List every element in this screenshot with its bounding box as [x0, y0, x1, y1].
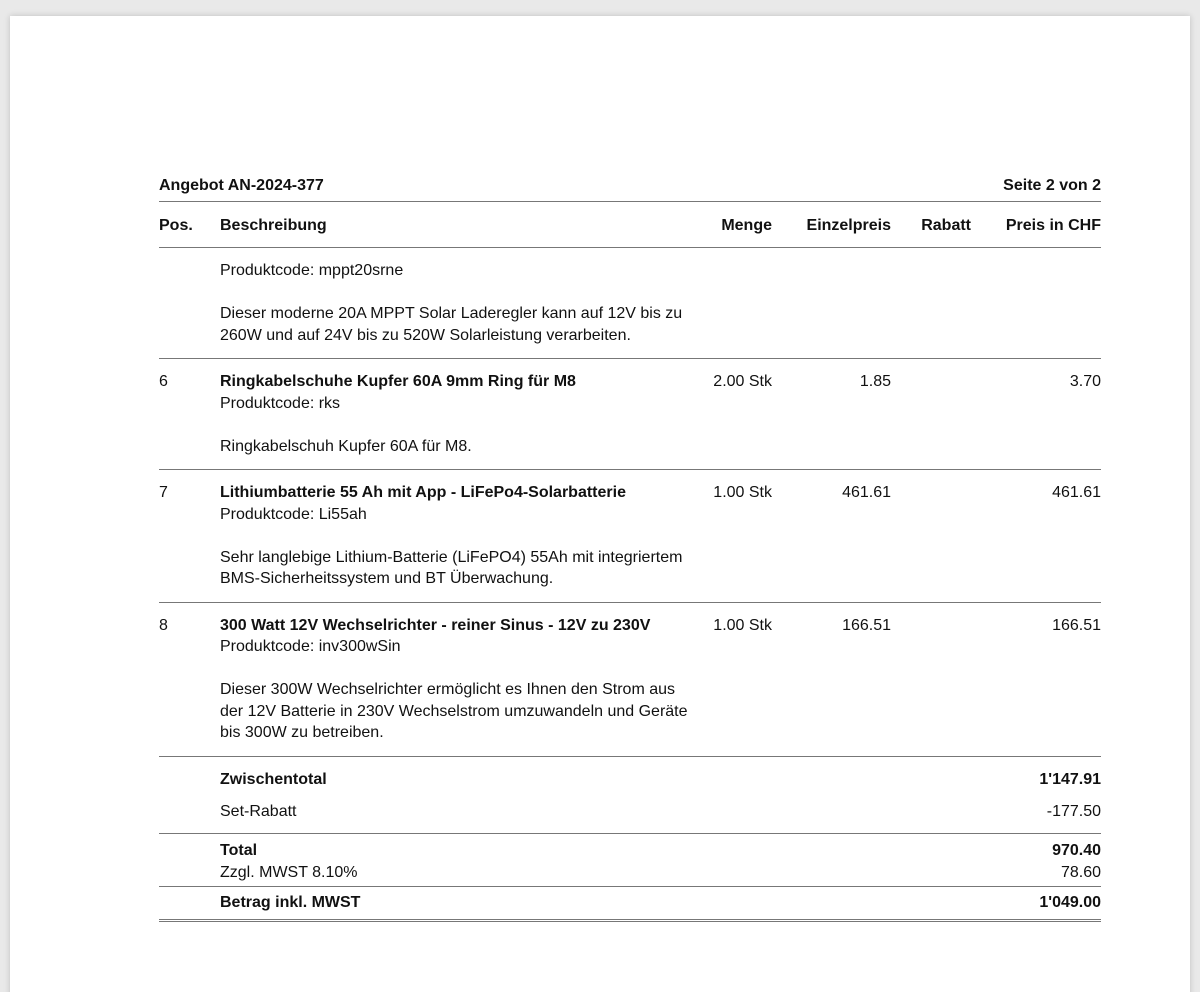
- column-description: Beschreibung: [220, 217, 327, 234]
- row-quantity: [700, 260, 772, 346]
- vat-row: [159, 862, 1101, 887]
- total-row: [159, 840, 1101, 862]
- table-row: [159, 470, 1101, 603]
- product-code: Produktcode: rks: [220, 394, 341, 412]
- offer-document: [159, 176, 1101, 922]
- row-discount: [891, 615, 971, 744]
- product-title: Ringkabelschuhe Kupfer 60A 9mm Ring für M8: [220, 373, 576, 390]
- product-title: Lithiumbatterie 55 Ah mit App - LiFePo4-Solarbatterie: [220, 484, 626, 501]
- product-code: Produktcode: inv300wSin: [220, 638, 401, 655]
- column-quantity: Menge: [721, 217, 772, 234]
- product-code: Produktcode: Li55ah: [220, 505, 367, 523]
- row-discount: [891, 260, 971, 346]
- product-code: Produktcode: mppt20srne: [220, 262, 404, 279]
- row-pos: [159, 260, 220, 346]
- product-description: Ringkabelschuh Kupfer 60A für M8.: [220, 437, 472, 455]
- row-unit-price: 166.51: [842, 616, 891, 634]
- vat-value: 78.60: [1060, 863, 1101, 881]
- row-description: [220, 260, 700, 346]
- row-discount: [891, 482, 971, 590]
- table-row: [159, 359, 1101, 470]
- document-page: [10, 16, 1190, 992]
- table-row: [159, 248, 1101, 359]
- column-price: Preis in CHF: [1005, 217, 1101, 234]
- row-description: [220, 615, 700, 744]
- row-price: [971, 260, 1101, 346]
- row-quantity: 1.00 Stk: [713, 616, 772, 634]
- row-quantity: 2.00 Stk: [713, 373, 772, 390]
- row-price: 166.51: [1052, 616, 1101, 634]
- row-price: 461.61: [1052, 484, 1101, 501]
- product-description: Dieser moderne 20A MPPT Solar Laderegler kann auf 12V bis zu 260W und auf 24V bis zu 520W Solarleistung verarbeiten.: [220, 305, 683, 344]
- total-section: [159, 834, 1101, 922]
- subtotal-row: [159, 769, 1101, 791]
- page-header: [159, 176, 1101, 202]
- subtotal-label: Zwischentotal: [220, 770, 327, 788]
- set-discount-value: -177.50: [1046, 802, 1101, 820]
- grand-total-label: Betrag inkl. MWST: [220, 893, 361, 911]
- total-label: Total: [220, 841, 258, 859]
- product-title: 300 Watt 12V Wechselrichter - reiner Sinus - 12V zu 230V: [220, 616, 651, 634]
- row-description: [220, 482, 700, 590]
- product-description: Dieser 300W Wechselrichter ermöglicht es Ihnen den Strom aus der 12V Batterie in 230V Wechselstrom umzuwandeln und Geräte bis 300W zu betreiben.: [220, 681, 688, 741]
- page-number: Seite 2 von 2: [1003, 177, 1101, 194]
- grand-total-value: 1'049.00: [1039, 893, 1101, 911]
- row-unit-price: [772, 260, 891, 346]
- vat-label: Zzgl. MWST 8.10%: [220, 863, 358, 881]
- column-discount: Rabatt: [921, 217, 971, 234]
- product-description: Sehr langlebige Lithium-Batterie (LiFePO4) 55Ah mit integriertem BMS-Sicherheitssystem und BT Überwachung.: [220, 548, 683, 587]
- total-value: 970.40: [1052, 841, 1101, 859]
- set-discount-label: Set-Rabatt: [220, 802, 297, 820]
- row-unit-price: 1.85: [859, 373, 891, 390]
- row-price: 3.70: [1069, 373, 1101, 390]
- row-discount: [891, 371, 971, 457]
- row-pos: 6: [159, 373, 168, 390]
- grand-total-row: [159, 887, 1101, 922]
- row-quantity: 1.00 Stk: [713, 484, 772, 501]
- row-description: [220, 371, 700, 457]
- subtotal-section: [159, 757, 1101, 834]
- row-pos: 8: [159, 616, 168, 634]
- column-pos: Pos.: [159, 217, 193, 234]
- row-pos: 7: [159, 484, 168, 501]
- table-header: [159, 202, 1101, 248]
- table-row: [159, 603, 1101, 757]
- row-unit-price: 461.61: [842, 484, 891, 501]
- offer-number: Angebot AN-2024-377: [159, 177, 324, 194]
- column-unit-price: Einzelpreis: [806, 217, 891, 234]
- subtotal-value: 1'147.91: [1039, 770, 1101, 788]
- set-discount-row: [159, 801, 1101, 823]
